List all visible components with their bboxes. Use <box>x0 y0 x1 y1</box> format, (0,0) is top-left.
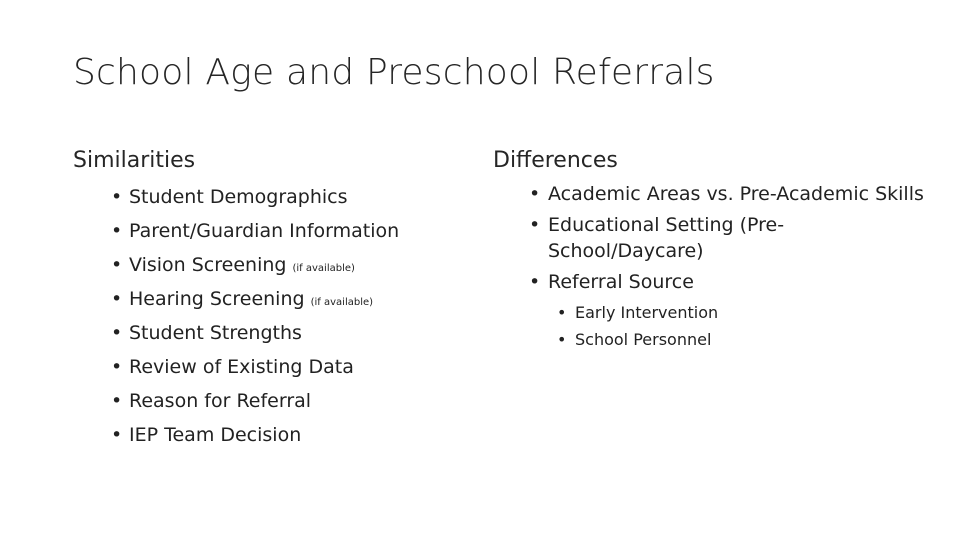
similarities-item-vision <box>111 250 399 284</box>
bullet-icon: • <box>111 424 123 446</box>
sub-item-label: School Personnel <box>575 330 712 349</box>
item-note: (if available) <box>292 263 355 274</box>
similarities-item-parent-guardian <box>111 216 399 250</box>
bullet-icon: • <box>529 271 541 293</box>
bullet-icon: • <box>111 322 123 344</box>
similarities-item-hearing <box>111 284 399 318</box>
item-label: Student Demographics <box>129 186 348 208</box>
differences-heading: Differences <box>493 148 618 173</box>
bullet-icon: • <box>111 288 123 310</box>
differences-list <box>529 181 929 358</box>
sub-item-school-personnel <box>557 326 929 353</box>
bullet-icon: • <box>111 186 123 208</box>
item-label: IEP Team Decision <box>129 424 302 446</box>
item-label: Student Strengths <box>129 322 302 344</box>
sub-item-label: Early Intervention <box>575 303 719 322</box>
bullet-icon: • <box>111 220 123 242</box>
similarities-heading: Similarities <box>73 148 196 173</box>
bullet-icon: • <box>111 254 123 276</box>
item-note: (if available) <box>310 297 374 308</box>
differences-item-referral-source <box>529 269 929 353</box>
slide-title: School Age and Preschool Referrals <box>73 52 715 93</box>
similarities-item-demographics <box>111 182 399 216</box>
item-label: Educational Setting (Pre-School/Daycare) <box>548 214 785 262</box>
bullet-icon: • <box>557 303 567 322</box>
item-label: Academic Areas vs. Pre-Academic Skills <box>548 183 924 205</box>
differences-item-setting <box>529 212 929 264</box>
item-label: Hearing Screening <box>129 288 311 310</box>
bullet-icon: • <box>557 330 567 349</box>
bullet-icon: • <box>529 183 541 205</box>
similarities-item-iep-decision <box>111 420 399 454</box>
differences-item-academic <box>529 181 929 207</box>
sub-item-early-intervention <box>557 299 929 326</box>
item-label: Reason for Referral <box>129 390 312 412</box>
item-label: Vision Screening <box>129 254 293 276</box>
bullet-icon: • <box>111 356 123 378</box>
item-label: Review of Existing Data <box>129 356 354 378</box>
similarities-item-reason <box>111 386 399 420</box>
referral-source-sublist <box>557 299 929 353</box>
similarities-list <box>111 182 399 454</box>
item-label: Parent/Guardian Information <box>129 220 400 242</box>
similarities-item-strengths <box>111 318 399 352</box>
similarities-item-existing-data <box>111 352 399 386</box>
bullet-icon: • <box>111 390 123 412</box>
bullet-icon: • <box>529 214 541 236</box>
item-label: Referral Source <box>548 271 694 293</box>
